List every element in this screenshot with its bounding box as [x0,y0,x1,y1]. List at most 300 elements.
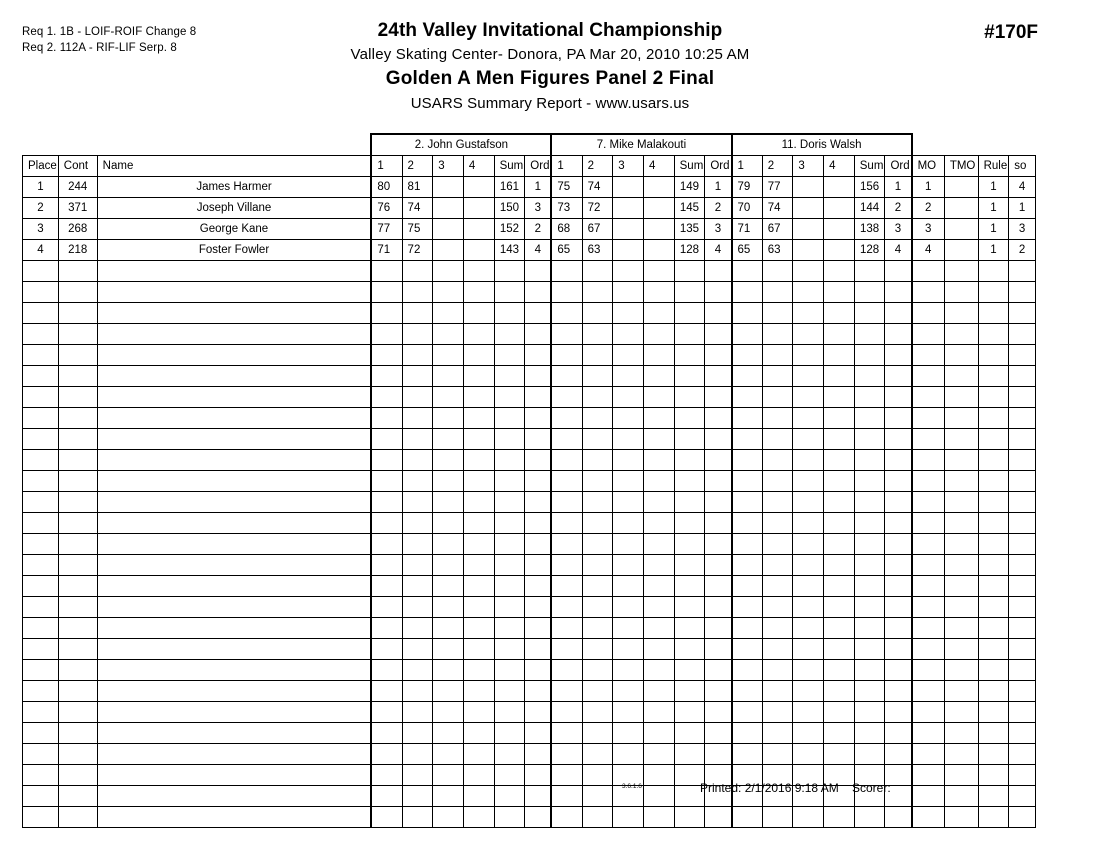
col-j2-fig1: 1 [551,156,582,177]
table-row-empty [23,282,1036,303]
cell-empty [58,576,97,597]
cell-empty [402,513,433,534]
cell-empty [525,261,552,282]
cell-empty [433,513,464,534]
col-j3-sum: Sum [854,156,885,177]
cell-empty [371,597,402,618]
cell-empty [525,366,552,387]
cell-empty [402,618,433,639]
cell-empty [582,450,613,471]
cell-empty [912,282,945,303]
cell-j3-sum: 128 [854,240,885,261]
table-row [23,198,1036,219]
cell-empty [978,324,1009,345]
cell-empty [402,366,433,387]
cell-empty [824,261,855,282]
cell-empty [613,702,644,723]
cell-j1-ord: 3 [525,198,552,219]
cell-empty [463,744,494,765]
cell-empty [674,261,705,282]
competition-title: 24th Valley Invitational Championship [377,20,723,41]
cell-empty [463,681,494,702]
cell-empty [793,597,824,618]
cell-empty [402,765,433,786]
cell-empty [854,597,885,618]
scorer-label: Scorer: [852,781,891,795]
cell-rule: 1 [978,219,1009,240]
col-j2-sum: Sum [674,156,705,177]
cell-empty [1009,408,1036,429]
cell-empty [732,807,763,828]
cell-empty [371,702,402,723]
title-block [0,20,1100,112]
cell-empty [912,429,945,450]
cell-empty [433,807,464,828]
table-row-empty [23,660,1036,681]
cell-empty [793,324,824,345]
col-tmo: TMO [944,156,978,177]
cell-place: 1 [23,177,59,198]
cell-empty [885,471,912,492]
cell-empty [762,639,793,660]
spacer-cell [912,134,945,156]
cell-empty [23,492,59,513]
cell-empty [525,387,552,408]
cell-rule: 1 [978,177,1009,198]
cell-empty [433,681,464,702]
requirement-line-2: Req 2. 112A - RIF-LIF Serp. 8 [22,42,177,54]
cell-empty [643,282,674,303]
cell-empty [433,534,464,555]
cell-empty [1009,807,1036,828]
cell-mo: 1 [912,177,945,198]
cell-empty [762,492,793,513]
cell-empty [912,744,945,765]
cell-empty [551,366,582,387]
score-sheet [22,133,1036,828]
judge-3-name: 11. Doris Walsh [732,134,912,156]
col-j1-fig3: 3 [433,156,464,177]
event-number: #170F [984,22,1038,43]
cell-empty [793,807,824,828]
cell-empty [582,681,613,702]
cell-empty [854,702,885,723]
cell-empty [674,387,705,408]
cell-empty [978,366,1009,387]
cell-empty [912,618,945,639]
cell-empty [944,576,978,597]
cell-empty [525,786,552,807]
cell-empty [494,492,525,513]
table-row-empty [23,513,1036,534]
cell-empty [463,261,494,282]
cell-empty [97,513,371,534]
cell-empty [613,807,644,828]
cell-empty [613,681,644,702]
cell-j3-fig1: 65 [732,240,763,261]
col-j1-sum: Sum [494,156,525,177]
cell-empty [613,723,644,744]
cell-empty [494,744,525,765]
cell-empty [705,723,732,744]
cell-empty [402,597,433,618]
cell-empty [762,471,793,492]
cell-empty [674,660,705,681]
cell-empty [97,744,371,765]
cell-empty [613,576,644,597]
cell-empty [463,324,494,345]
cell-empty [371,450,402,471]
cell-empty [58,261,97,282]
cell-empty [551,681,582,702]
cell-empty [762,408,793,429]
cell-j3-fig1: 71 [732,219,763,240]
cell-empty [582,702,613,723]
cell-empty [582,303,613,324]
cell-empty [551,261,582,282]
cell-empty [912,534,945,555]
cell-empty [978,744,1009,765]
cell-empty [705,450,732,471]
cell-empty [371,387,402,408]
cell-empty [978,618,1009,639]
cell-empty [732,408,763,429]
cell-empty [582,513,613,534]
cell-empty [494,261,525,282]
cell-empty [97,555,371,576]
cell-empty [58,429,97,450]
cell-j3-fig4 [824,198,855,219]
cell-empty [1009,597,1036,618]
cell-empty [885,576,912,597]
cell-empty [793,408,824,429]
cell-empty [793,345,824,366]
cell-empty [371,744,402,765]
cell-empty [854,807,885,828]
cell-empty [613,660,644,681]
cell-empty [732,618,763,639]
cell-empty [371,471,402,492]
requirement-line-1: Req 1. 1B - LOIF-ROIF Change 8 [22,26,197,38]
cell-empty [643,618,674,639]
cell-empty [582,765,613,786]
cell-empty [854,450,885,471]
cell-empty [643,702,674,723]
cell-empty [23,660,59,681]
cell-empty [793,618,824,639]
cell-j2-fig3 [613,219,644,240]
cell-empty [978,807,1009,828]
cell-empty [402,534,433,555]
cell-empty [97,345,371,366]
col-j3-fig4: 4 [824,156,855,177]
cell-empty [732,513,763,534]
cell-empty [525,555,552,576]
table-row-empty [23,408,1036,429]
cell-empty [463,513,494,534]
cell-empty [494,576,525,597]
cell-empty [854,387,885,408]
cell-j3-fig2: 74 [762,198,793,219]
cell-j2-ord: 2 [705,198,732,219]
cell-empty [525,471,552,492]
cell-empty [371,660,402,681]
cell-empty [643,429,674,450]
cell-empty [463,534,494,555]
cell-empty [944,492,978,513]
cell-j2-sum: 145 [674,198,705,219]
cell-mo: 2 [912,198,945,219]
cell-empty [1009,345,1036,366]
cell-empty [912,471,945,492]
col-j3-ord: Ord [885,156,912,177]
cell-empty [674,345,705,366]
cell-rule: 1 [978,240,1009,261]
cell-empty [402,471,433,492]
cell-empty [582,660,613,681]
cell-empty [885,660,912,681]
cell-j3-fig1: 70 [732,198,763,219]
cell-empty [885,366,912,387]
cell-j1-fig2: 72 [402,240,433,261]
cell-empty [762,576,793,597]
cell-empty [643,513,674,534]
cell-empty [463,492,494,513]
table-row-empty [23,576,1036,597]
cell-name: Joseph Villane [97,198,371,219]
cell-empty [402,408,433,429]
cell-empty [551,303,582,324]
cell-empty [912,723,945,744]
cell-empty [371,807,402,828]
cell-empty [705,345,732,366]
cell-empty [525,618,552,639]
cell-empty [732,744,763,765]
cell-empty [97,324,371,345]
cell-empty [371,639,402,660]
cell-empty [705,387,732,408]
cell-empty [97,534,371,555]
cell-empty [885,555,912,576]
cell-empty [978,681,1009,702]
cell-empty [1009,429,1036,450]
col-mo: MO [912,156,945,177]
cell-empty [582,261,613,282]
cell-j2-fig4 [643,219,674,240]
cell-empty [23,387,59,408]
cell-j1-fig1: 77 [371,219,402,240]
cell-empty [402,282,433,303]
cell-empty [371,492,402,513]
table-row [23,177,1036,198]
cell-j3-fig3 [793,198,824,219]
cell-empty [732,702,763,723]
cell-place: 2 [23,198,59,219]
cell-empty [854,513,885,534]
cell-empty [643,324,674,345]
cell-j3-sum: 138 [854,219,885,240]
cell-empty [824,555,855,576]
cell-empty [793,450,824,471]
cell-empty [525,429,552,450]
cell-empty [433,261,464,282]
cell-empty [97,807,371,828]
cell-empty [912,408,945,429]
cell-empty [1009,534,1036,555]
cell-j3-fig2: 77 [762,177,793,198]
cell-empty [23,681,59,702]
cell-empty [705,282,732,303]
table-row-empty [23,450,1036,471]
cell-empty [1009,513,1036,534]
cell-empty [371,765,402,786]
cell-empty [23,513,59,534]
cell-empty [674,618,705,639]
cell-empty [582,807,613,828]
cell-empty [97,282,371,303]
cell-j3-fig3 [793,219,824,240]
cell-empty [674,681,705,702]
spacer-cell [1009,134,1036,156]
cell-empty [912,576,945,597]
cell-empty [885,513,912,534]
table-row-empty [23,429,1036,450]
table-row [23,240,1036,261]
cell-j3-fig3 [793,177,824,198]
cell-empty [58,639,97,660]
cell-empty [97,765,371,786]
cell-empty [885,702,912,723]
cell-name: James Harmer [97,177,371,198]
cell-empty [525,513,552,534]
cell-empty [732,282,763,303]
judge-header-row [23,134,1036,156]
cell-empty [705,261,732,282]
cell-empty [732,534,763,555]
cell-empty [494,681,525,702]
cell-empty [433,429,464,450]
col-j3-fig1: 1 [732,156,763,177]
cell-empty [525,765,552,786]
col-j1-fig1: 1 [371,156,402,177]
cell-empty [551,282,582,303]
cell-empty [1009,261,1036,282]
cell-empty [793,534,824,555]
cell-empty [944,660,978,681]
cell-empty [463,345,494,366]
col-j2-fig4: 4 [643,156,674,177]
cell-empty [494,303,525,324]
cell-empty [643,744,674,765]
cell-empty [494,450,525,471]
cell-empty [705,639,732,660]
cell-empty [978,450,1009,471]
cell-empty [885,261,912,282]
table-row-empty [23,618,1036,639]
cell-empty [912,765,945,786]
cell-empty [1009,303,1036,324]
cell-empty [58,492,97,513]
cell-empty [582,492,613,513]
cell-empty [525,702,552,723]
cell-empty [1009,576,1036,597]
cell-empty [494,387,525,408]
cell-empty [824,534,855,555]
cell-empty [793,513,824,534]
col-j2-fig2: 2 [582,156,613,177]
table-row-empty [23,492,1036,513]
cell-empty [824,807,855,828]
cell-j2-fig3 [613,240,644,261]
table-row-empty [23,471,1036,492]
cell-empty [23,639,59,660]
cell-empty [944,366,978,387]
cell-empty [793,366,824,387]
cell-empty [1009,471,1036,492]
cell-empty [762,366,793,387]
cell-empty [433,345,464,366]
cell-empty [762,807,793,828]
cell-empty [494,345,525,366]
cell-j1-fig4 [463,219,494,240]
cell-empty [944,681,978,702]
cell-empty [582,576,613,597]
cell-empty [433,765,464,786]
cell-empty [402,324,433,345]
cell-empty [854,639,885,660]
cell-empty [1009,492,1036,513]
cell-j2-fig3 [613,198,644,219]
cell-j1-fig4 [463,240,494,261]
cell-empty [978,471,1009,492]
cell-empty [793,303,824,324]
cell-empty [762,555,793,576]
cell-empty [402,639,433,660]
cell-empty [824,639,855,660]
cell-empty [705,744,732,765]
cell-empty [978,786,1009,807]
cell-empty [525,345,552,366]
cell-empty [582,282,613,303]
cell-empty [463,702,494,723]
venue-line: Valley Skating Center- Donora, PA Mar 20, 2010 10:25 AM [350,46,750,63]
score-rows [23,177,1036,828]
cell-empty [978,597,1009,618]
cell-empty [525,807,552,828]
cell-empty [1009,639,1036,660]
cell-empty [433,366,464,387]
cell-empty [402,723,433,744]
cell-empty [674,534,705,555]
cell-empty [674,471,705,492]
cell-empty [58,597,97,618]
cell-empty [944,639,978,660]
cell-empty [371,261,402,282]
cell-empty [58,450,97,471]
cell-j2-sum: 128 [674,240,705,261]
cell-empty [463,639,494,660]
cell-empty [23,345,59,366]
table-row-empty [23,555,1036,576]
cell-empty [762,744,793,765]
cell-name: Foster Fowler [97,240,371,261]
cell-empty [582,639,613,660]
cell-empty [494,324,525,345]
cell-empty [613,618,644,639]
cell-empty [402,702,433,723]
cell-empty [824,471,855,492]
cell-empty [978,534,1009,555]
